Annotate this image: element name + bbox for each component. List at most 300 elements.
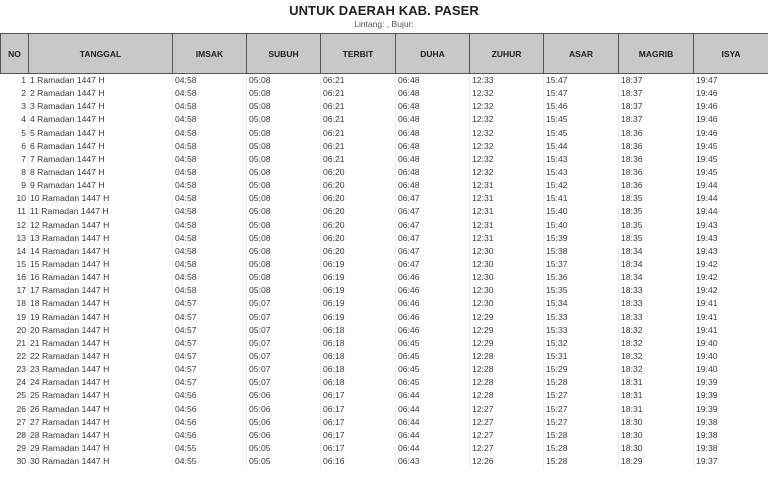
col-header-isya: ISYA — [694, 34, 768, 74]
table-row — [1, 113, 768, 126]
cell-asar: 15:35 — [544, 284, 619, 297]
cell-magrib: 18:32 — [619, 363, 694, 376]
cell-terbit: 06:17 — [321, 442, 396, 455]
cell-no: 2 — [21, 88, 26, 99]
cell-zuhur: 12:32 — [470, 127, 544, 140]
cell-isya: 19:37 — [694, 455, 768, 468]
cell-imsak: 04:57 — [173, 324, 247, 337]
cell-tanggal: 18 Ramadan 1447 H — [29, 297, 173, 310]
cell-subuh: 05:08 — [247, 153, 321, 166]
table-row — [1, 337, 768, 350]
cell-duha: 06:44 — [396, 442, 470, 455]
cell-subuh: 05:07 — [247, 376, 321, 389]
table-header-row — [1, 34, 768, 74]
table-row — [1, 442, 768, 455]
cell-terbit: 06:20 — [321, 232, 396, 245]
page-title: UNTUK DAERAH KAB. PASER — [289, 3, 479, 18]
cell-imsak: 04:58 — [173, 166, 247, 179]
cell-no: 8 — [21, 167, 26, 178]
cell-subuh: 05:08 — [247, 284, 321, 297]
cell-asar: 15:33 — [544, 311, 619, 324]
cell-terbit: 06:21 — [321, 74, 396, 88]
cell-isya: 19:45 — [694, 140, 768, 153]
cell-zuhur: 12:32 — [470, 153, 544, 166]
cell-tanggal: 9 Ramadan 1447 H — [29, 179, 173, 192]
cell-imsak: 04:58 — [173, 127, 247, 140]
col-header-no: NO — [1, 34, 29, 74]
cell-subuh: 05:08 — [247, 113, 321, 126]
cell-terbit: 06:19 — [321, 297, 396, 310]
cell-no: 6 — [21, 140, 26, 151]
cell-terbit: 06:21 — [321, 87, 396, 100]
cell-asar: 15:45 — [544, 113, 619, 126]
cell-isya: 19:38 — [694, 429, 768, 442]
cell-magrib: 18:36 — [619, 127, 694, 140]
cell-asar: 15:28 — [544, 429, 619, 442]
cell-asar: 15:40 — [544, 205, 619, 218]
table-row — [1, 416, 768, 429]
cell-duha: 06:44 — [396, 389, 470, 402]
table-row — [1, 429, 768, 442]
cell-subuh: 05:08 — [247, 127, 321, 140]
table-row — [1, 363, 768, 376]
cell-terbit: 06:16 — [321, 455, 396, 468]
cell-isya: 19:41 — [694, 297, 768, 310]
cell-asar: 15:34 — [544, 297, 619, 310]
table-row — [1, 284, 768, 297]
cell-imsak: 04:58 — [173, 113, 247, 126]
cell-terbit: 06:20 — [321, 166, 396, 179]
cell-tanggal: 2 Ramadan 1447 H — [29, 87, 173, 100]
cell-magrib: 18:29 — [619, 455, 694, 468]
cell-asar: 15:47 — [544, 87, 619, 100]
cell-no: 21 — [16, 337, 26, 348]
cell-imsak: 04:58 — [173, 219, 247, 232]
table-row — [1, 245, 768, 258]
cell-terbit: 06:21 — [321, 100, 396, 113]
cell-zuhur: 12:30 — [470, 245, 544, 258]
cell-asar: 15:28 — [544, 455, 619, 468]
cell-no: 7 — [21, 153, 26, 164]
cell-asar: 15:42 — [544, 179, 619, 192]
table-row — [1, 87, 768, 100]
cell-magrib: 18:35 — [619, 219, 694, 232]
cell-zuhur: 12:26 — [470, 455, 544, 468]
cell-imsak: 04:57 — [173, 350, 247, 363]
cell-terbit: 06:20 — [321, 192, 396, 205]
cell-no: 4 — [21, 114, 26, 125]
cell-tanggal: 17 Ramadan 1447 H — [29, 284, 173, 297]
cell-magrib: 18:32 — [619, 337, 694, 350]
cell-imsak: 04:57 — [173, 376, 247, 389]
table-row — [1, 389, 768, 402]
cell-subuh: 05:08 — [247, 245, 321, 258]
cell-duha: 06:43 — [396, 455, 470, 468]
cell-subuh: 05:08 — [247, 179, 321, 192]
cell-subuh: 05:08 — [247, 74, 321, 88]
cell-asar: 15:32 — [544, 337, 619, 350]
cell-no: 9 — [21, 180, 26, 191]
cell-terbit: 06:17 — [321, 416, 396, 429]
cell-magrib: 18:37 — [619, 87, 694, 100]
cell-zuhur: 12:28 — [470, 376, 544, 389]
cell-isya: 19:47 — [694, 74, 768, 88]
cell-duha: 06:48 — [396, 153, 470, 166]
cell-isya: 19:46 — [694, 100, 768, 113]
cell-tanggal: 21 Ramadan 1447 H — [29, 337, 173, 350]
cell-terbit: 06:18 — [321, 324, 396, 337]
cell-subuh: 05:07 — [247, 350, 321, 363]
table-row — [1, 403, 768, 416]
cell-terbit: 06:19 — [321, 311, 396, 324]
cell-terbit: 06:19 — [321, 271, 396, 284]
cell-asar: 15:39 — [544, 232, 619, 245]
cell-tanggal: 6 Ramadan 1447 H — [29, 140, 173, 153]
cell-asar: 15:46 — [544, 100, 619, 113]
cell-magrib: 18:32 — [619, 350, 694, 363]
cell-magrib: 18:30 — [619, 429, 694, 442]
cell-imsak: 04:58 — [173, 179, 247, 192]
cell-subuh: 05:07 — [247, 311, 321, 324]
cell-magrib: 18:34 — [619, 245, 694, 258]
cell-duha: 06:48 — [396, 127, 470, 140]
cell-no: 28 — [16, 429, 26, 440]
col-header-zuhur: ZUHUR — [470, 34, 544, 74]
cell-imsak: 04:58 — [173, 245, 247, 258]
table-row — [1, 376, 768, 389]
cell-isya: 19:39 — [694, 403, 768, 416]
cell-tanggal: 24 Ramadan 1447 H — [29, 376, 173, 389]
cell-tanggal: 11 Ramadan 1447 H — [29, 205, 173, 218]
cell-magrib: 18:31 — [619, 389, 694, 402]
cell-isya: 19:44 — [694, 192, 768, 205]
cell-terbit: 06:17 — [321, 403, 396, 416]
cell-asar: 15:27 — [544, 389, 619, 402]
cell-tanggal: 4 Ramadan 1447 H — [29, 113, 173, 126]
cell-terbit: 06:20 — [321, 245, 396, 258]
cell-asar: 15:27 — [544, 403, 619, 416]
cell-asar: 15:28 — [544, 376, 619, 389]
cell-asar: 15:29 — [544, 363, 619, 376]
cell-zuhur: 12:30 — [470, 271, 544, 284]
cell-duha: 06:46 — [396, 311, 470, 324]
coordinates-subtitle: Lintang: , Bujur: — [354, 19, 414, 29]
cell-subuh: 05:05 — [247, 442, 321, 455]
cell-no: 18 — [16, 298, 26, 309]
cell-isya: 19:40 — [694, 337, 768, 350]
cell-zuhur: 12:29 — [470, 311, 544, 324]
cell-asar: 15:38 — [544, 245, 619, 258]
cell-duha: 06:46 — [396, 271, 470, 284]
cell-zuhur: 12:31 — [470, 205, 544, 218]
cell-tanggal: 20 Ramadan 1447 H — [29, 324, 173, 337]
cell-zuhur: 12:28 — [470, 363, 544, 376]
cell-subuh: 05:08 — [247, 166, 321, 179]
cell-no: 15 — [16, 259, 26, 270]
cell-terbit: 06:18 — [321, 376, 396, 389]
cell-no: 5 — [21, 127, 26, 138]
cell-terbit: 06:19 — [321, 284, 396, 297]
cell-subuh: 05:07 — [247, 363, 321, 376]
cell-asar: 15:43 — [544, 166, 619, 179]
cell-subuh: 05:08 — [247, 219, 321, 232]
cell-asar: 15:36 — [544, 271, 619, 284]
table-row — [1, 271, 768, 284]
cell-zuhur: 12:31 — [470, 179, 544, 192]
prayer-schedule-table — [0, 33, 768, 468]
cell-magrib: 18:30 — [619, 442, 694, 455]
table-row — [1, 232, 768, 245]
cell-no: 14 — [16, 245, 26, 256]
cell-asar: 15:27 — [544, 416, 619, 429]
cell-asar: 15:31 — [544, 350, 619, 363]
cell-imsak: 04:56 — [173, 429, 247, 442]
cell-asar: 15:47 — [544, 74, 619, 88]
cell-imsak: 04:58 — [173, 153, 247, 166]
cell-tanggal: 22 Ramadan 1447 H — [29, 350, 173, 363]
cell-magrib: 18:36 — [619, 179, 694, 192]
cell-imsak: 04:55 — [173, 455, 247, 468]
cell-duha: 06:44 — [396, 403, 470, 416]
cell-terbit: 06:21 — [321, 127, 396, 140]
cell-terbit: 06:20 — [321, 219, 396, 232]
cell-no: 3 — [21, 101, 26, 112]
cell-isya: 19:43 — [694, 219, 768, 232]
cell-tanggal: 12 Ramadan 1447 H — [29, 219, 173, 232]
cell-isya: 19:44 — [694, 179, 768, 192]
table-row — [1, 179, 768, 192]
cell-duha: 06:45 — [396, 376, 470, 389]
cell-tanggal: 26 Ramadan 1447 H — [29, 403, 173, 416]
cell-no: 20 — [16, 324, 26, 335]
col-header-duha: DUHA — [396, 34, 470, 74]
cell-asar: 15:43 — [544, 153, 619, 166]
cell-tanggal: 23 Ramadan 1447 H — [29, 363, 173, 376]
cell-subuh: 05:07 — [247, 297, 321, 310]
cell-zuhur: 12:33 — [470, 74, 544, 88]
cell-tanggal: 27 Ramadan 1447 H — [29, 416, 173, 429]
table-row — [1, 324, 768, 337]
cell-subuh: 05:05 — [247, 455, 321, 468]
cell-duha: 06:44 — [396, 429, 470, 442]
cell-duha: 06:48 — [396, 100, 470, 113]
cell-subuh: 05:08 — [247, 100, 321, 113]
cell-tanggal: 1 Ramadan 1447 H — [29, 74, 173, 88]
cell-isya: 19:45 — [694, 153, 768, 166]
cell-no: 13 — [16, 232, 26, 243]
cell-subuh: 05:08 — [247, 192, 321, 205]
cell-duha: 06:48 — [396, 87, 470, 100]
col-header-tanggal: TANGGAL — [29, 34, 173, 74]
cell-imsak: 04:58 — [173, 140, 247, 153]
cell-zuhur: 12:32 — [470, 100, 544, 113]
cell-duha: 06:48 — [396, 179, 470, 192]
cell-isya: 19:39 — [694, 389, 768, 402]
cell-no: 24 — [16, 377, 26, 388]
cell-terbit: 06:21 — [321, 153, 396, 166]
cell-subuh: 05:08 — [247, 232, 321, 245]
cell-tanggal: 15 Ramadan 1447 H — [29, 258, 173, 271]
table-row — [1, 127, 768, 140]
cell-tanggal: 8 Ramadan 1447 H — [29, 166, 173, 179]
cell-isya: 19:44 — [694, 205, 768, 218]
cell-isya: 19:41 — [694, 311, 768, 324]
cell-imsak: 04:57 — [173, 297, 247, 310]
cell-imsak: 04:57 — [173, 363, 247, 376]
cell-zuhur: 12:31 — [470, 192, 544, 205]
cell-tanggal: 25 Ramadan 1447 H — [29, 389, 173, 402]
cell-magrib: 18:33 — [619, 297, 694, 310]
cell-zuhur: 12:29 — [470, 337, 544, 350]
cell-duha: 06:45 — [396, 350, 470, 363]
cell-subuh: 05:07 — [247, 337, 321, 350]
table-row — [1, 350, 768, 363]
cell-zuhur: 12:27 — [470, 403, 544, 416]
cell-magrib: 18:35 — [619, 205, 694, 218]
cell-duha: 06:48 — [396, 140, 470, 153]
table-row — [1, 311, 768, 324]
cell-isya: 19:46 — [694, 113, 768, 126]
cell-magrib: 18:32 — [619, 324, 694, 337]
cell-zuhur: 12:31 — [470, 232, 544, 245]
cell-tanggal: 14 Ramadan 1447 H — [29, 245, 173, 258]
cell-isya: 19:40 — [694, 350, 768, 363]
col-header-asar: ASAR — [544, 34, 619, 74]
cell-isya: 19:42 — [694, 284, 768, 297]
cell-duha: 06:47 — [396, 192, 470, 205]
cell-duha: 06:48 — [396, 74, 470, 88]
cell-magrib: 18:36 — [619, 166, 694, 179]
cell-imsak: 04:56 — [173, 389, 247, 402]
cell-no: 25 — [16, 390, 26, 401]
cell-subuh: 05:08 — [247, 258, 321, 271]
cell-zuhur: 12:32 — [470, 166, 544, 179]
table-row — [1, 153, 768, 166]
cell-tanggal: 29 Ramadan 1447 H — [29, 442, 173, 455]
cell-imsak: 04:58 — [173, 205, 247, 218]
cell-terbit: 06:20 — [321, 205, 396, 218]
cell-terbit: 06:17 — [321, 389, 396, 402]
cell-no: 16 — [16, 272, 26, 283]
cell-zuhur: 12:30 — [470, 284, 544, 297]
cell-duha: 06:47 — [396, 219, 470, 232]
cell-zuhur: 12:29 — [470, 324, 544, 337]
cell-duha: 06:48 — [396, 166, 470, 179]
cell-imsak: 04:58 — [173, 284, 247, 297]
cell-zuhur: 12:27 — [470, 429, 544, 442]
cell-asar: 15:28 — [544, 442, 619, 455]
cell-magrib: 18:36 — [619, 140, 694, 153]
cell-subuh: 05:06 — [247, 403, 321, 416]
cell-isya: 19:46 — [694, 127, 768, 140]
cell-isya: 19:41 — [694, 324, 768, 337]
cell-imsak: 04:55 — [173, 442, 247, 455]
table-row — [1, 74, 768, 88]
cell-duha: 06:48 — [396, 113, 470, 126]
cell-tanggal: 3 Ramadan 1447 H — [29, 100, 173, 113]
cell-imsak: 04:58 — [173, 232, 247, 245]
cell-magrib: 18:33 — [619, 284, 694, 297]
cell-isya: 19:43 — [694, 232, 768, 245]
cell-isya: 19:43 — [694, 245, 768, 258]
cell-duha: 06:46 — [396, 284, 470, 297]
cell-no: 26 — [16, 403, 26, 414]
cell-asar: 15:45 — [544, 127, 619, 140]
cell-asar: 15:41 — [544, 192, 619, 205]
col-header-magrib: MAGRIB — [619, 34, 694, 74]
cell-no: 10 — [16, 193, 26, 204]
cell-tanggal: 16 Ramadan 1447 H — [29, 271, 173, 284]
table-row — [1, 192, 768, 205]
cell-no: 11 — [17, 206, 26, 217]
cell-terbit: 06:18 — [321, 363, 396, 376]
cell-subuh: 05:08 — [247, 205, 321, 218]
cell-tanggal: 19 Ramadan 1447 H — [29, 311, 173, 324]
cell-imsak: 04:58 — [173, 258, 247, 271]
cell-asar: 15:33 — [544, 324, 619, 337]
cell-duha: 06:47 — [396, 245, 470, 258]
cell-imsak: 04:58 — [173, 271, 247, 284]
table-row — [1, 140, 768, 153]
cell-magrib: 18:37 — [619, 113, 694, 126]
cell-imsak: 04:56 — [173, 403, 247, 416]
cell-subuh: 05:08 — [247, 140, 321, 153]
cell-isya: 19:40 — [694, 363, 768, 376]
cell-isya: 19:38 — [694, 416, 768, 429]
cell-isya: 19:42 — [694, 258, 768, 271]
cell-duha: 06:45 — [396, 337, 470, 350]
cell-duha: 06:44 — [396, 416, 470, 429]
cell-no: 23 — [16, 364, 26, 375]
cell-isya: 19:38 — [694, 442, 768, 455]
cell-magrib: 18:34 — [619, 258, 694, 271]
cell-tanggal: 7 Ramadan 1447 H — [29, 153, 173, 166]
cell-no: 19 — [16, 311, 26, 322]
cell-subuh: 05:07 — [247, 324, 321, 337]
cell-no: 30 — [16, 456, 26, 467]
cell-no: 29 — [16, 443, 26, 453]
cell-tanggal: 5 Ramadan 1447 H — [29, 127, 173, 140]
cell-magrib: 18:31 — [619, 376, 694, 389]
cell-magrib: 18:31 — [619, 403, 694, 416]
cell-no: 27 — [16, 416, 26, 427]
cell-terbit: 06:18 — [321, 350, 396, 363]
cell-magrib: 18:36 — [619, 153, 694, 166]
cell-subuh: 05:06 — [247, 389, 321, 402]
table-body — [1, 74, 768, 469]
cell-asar: 15:37 — [544, 258, 619, 271]
cell-terbit: 06:19 — [321, 258, 396, 271]
col-header-terbit: TERBIT — [321, 34, 396, 74]
cell-tanggal: 28 Ramadan 1447 H — [29, 429, 173, 442]
cell-zuhur: 12:30 — [470, 258, 544, 271]
table-row — [1, 166, 768, 179]
cell-asar: 15:40 — [544, 219, 619, 232]
cell-magrib: 18:37 — [619, 74, 694, 88]
cell-terbit: 06:20 — [321, 179, 396, 192]
cell-terbit: 06:17 — [321, 429, 396, 442]
table-row — [1, 205, 768, 218]
cell-duha: 06:46 — [396, 297, 470, 310]
cell-no: 1 — [21, 75, 26, 86]
table-row — [1, 219, 768, 232]
cell-no: 22 — [16, 351, 26, 362]
table-row — [1, 100, 768, 113]
cell-no: 17 — [16, 285, 26, 296]
cell-magrib: 18:30 — [619, 416, 694, 429]
cell-zuhur: 12:31 — [470, 219, 544, 232]
cell-isya: 19:39 — [694, 376, 768, 389]
